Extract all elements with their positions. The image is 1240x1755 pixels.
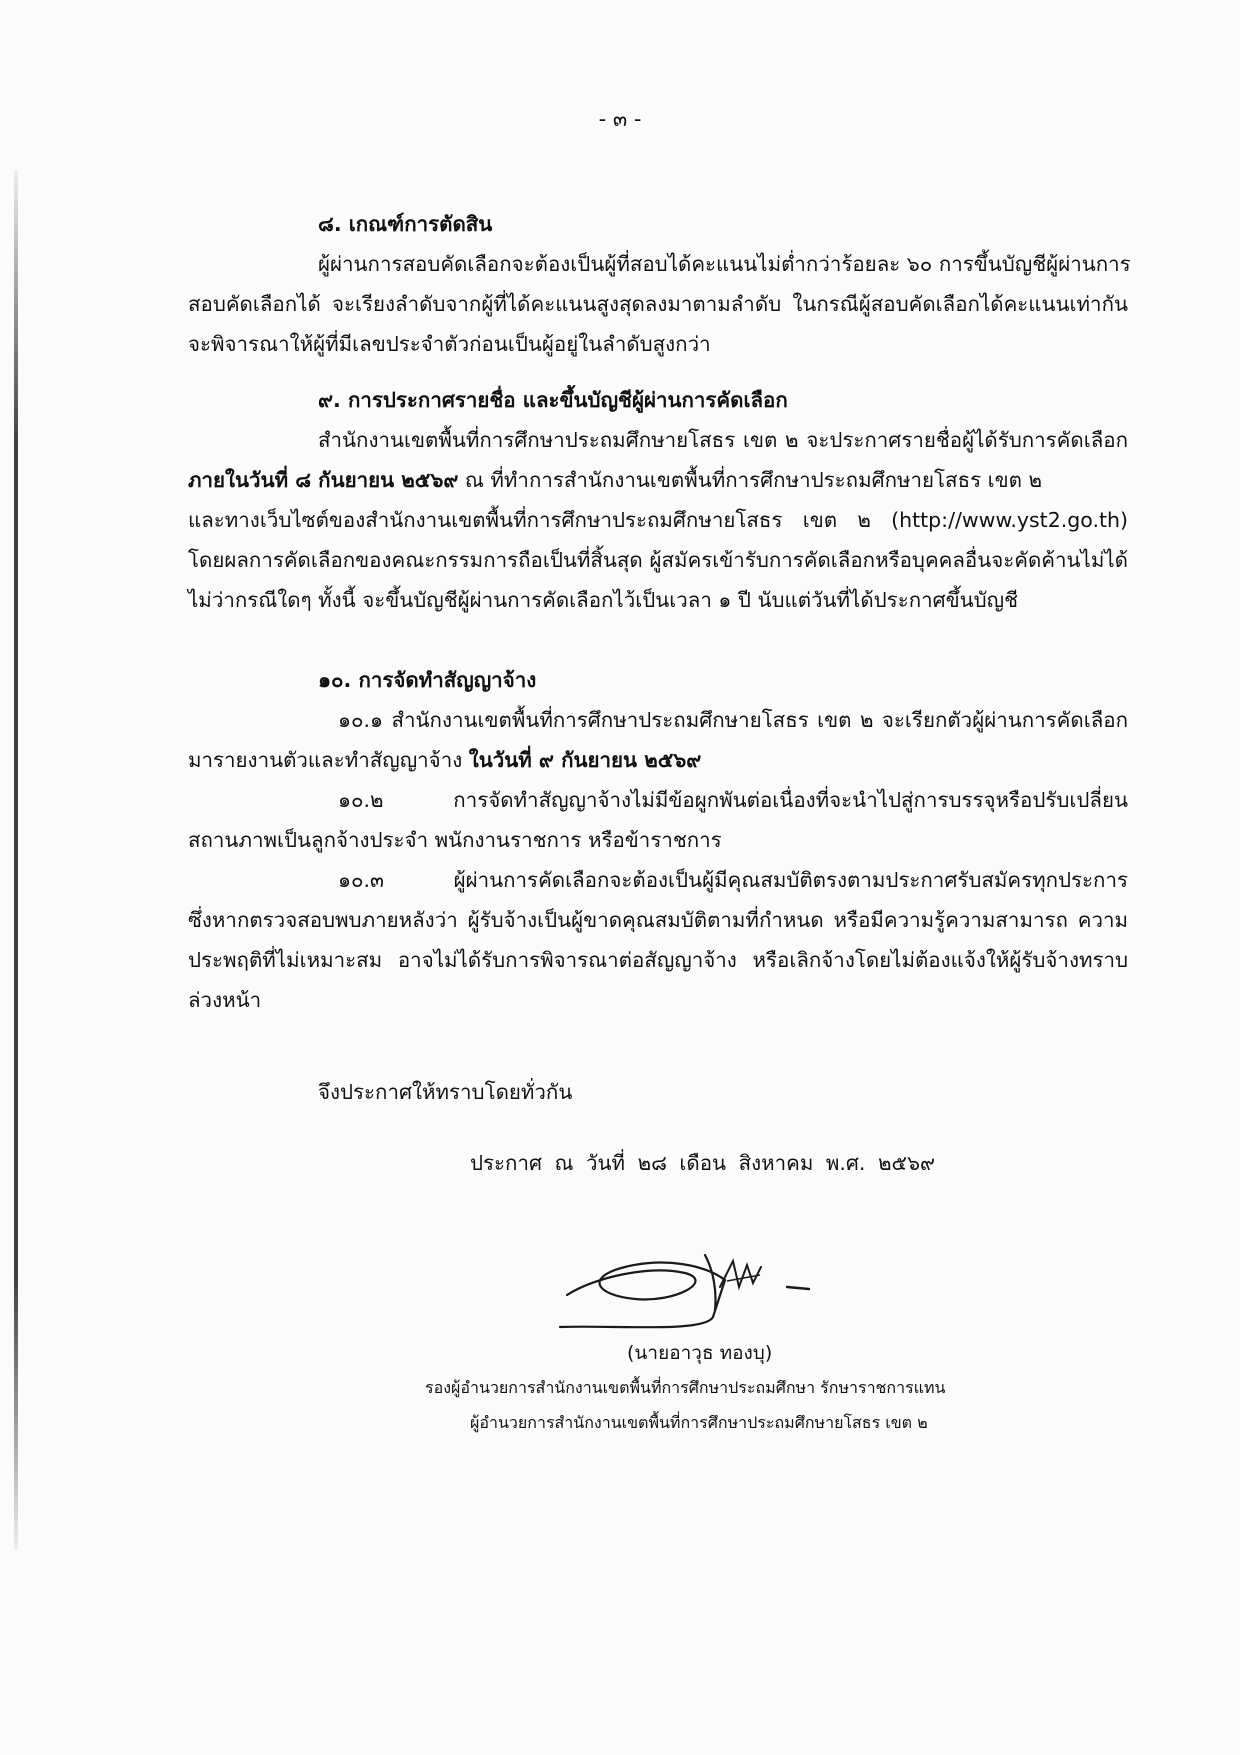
page-number: - ๓ - <box>598 107 642 131</box>
scan-binding-edge <box>14 170 18 1550</box>
signer-title-director: ผู้อำนวยการสำนักงานเขตพื้นที่การศึกษาประถมศึกษายโสธร เขต ๒ <box>470 1413 928 1432</box>
section-10-2-line-2: สถานภาพเป็นลูกจ้างประจำ พนักงานราชการ หรือข้าราชการ <box>188 828 722 852</box>
signer-name: (นายอาวุธ ทองบุ) <box>627 1342 773 1364</box>
section-10-3-line-1: ๑๐.๓ ผู้ผ่านการคัดเลือกจะต้องเป็นผู้มีคุณสมบัติตรงตามประกาศรับสมัครทุกประการ <box>338 868 1128 892</box>
handwritten-signature <box>555 1225 815 1345</box>
section-8 <box>188 204 1131 364</box>
section-9-line-1: สำนักงานเขตพื้นที่การศึกษาประถมศึกษายโสธร เขต ๒ จะประกาศรายชื่อผู้ได้รับการคัดเลือก <box>318 428 1128 452</box>
section-10-1-line-1: ๑๐.๑ สำนักงานเขตพื้นที่การศึกษาประถมศึกษายโสธร เขต ๒ จะเรียกตัวผู้ผ่านการคัดเลือก <box>338 708 1128 732</box>
section-9 <box>188 380 1128 620</box>
section-8-line-2: สอบคัดเลือกได้ จะเรียงลำดับจากผู้ที่ได้คะแนนสูงสุดลงมาตามลำดับ ในกรณีผู้สอบคัดเลือกได้คะแนนเท่ากัน <box>188 292 1128 316</box>
section-9-line-3: และทางเว็บไซต์ของสำนักงานเขตพื้นที่การศึกษาประถมศึกษายโสธร เขต ๒ (http://www.yst2.go.th) <box>188 508 1128 532</box>
signer-title-acting: รองผู้อำนวยการสำนักงานเขตพื้นที่การศึกษาประถมศึกษา รักษาราชการแทน <box>425 1378 946 1397</box>
announcement-date: ประกาศ ณ วันที่ ๒๘ เดือน สิงหาคม พ.ศ. ๒๕๖๙ <box>470 1151 936 1175</box>
section-10-3-line-3: ประพฤติที่ไม่เหมาะสม อาจไม่ได้รับการพิจารณาต่อสัญญาจ้าง หรือเลิกจ้างโดยไม่ต้องแจ้งให้ผู้รับจ้างทราบ <box>188 948 1128 972</box>
section-10-1-contract-date: ในวันที่ ๙ กันยายน ๒๕๖๙ <box>468 748 702 772</box>
section-9-line-2 <box>188 460 1128 500</box>
section-9-line-5: ไม่ว่ากรณีใดๆ ทั้งนี้ จะขึ้นบัญชีผู้ผ่านการคัดเลือกไว้เป็นเวลา ๑ ปี นับแต่วันที่ได้ประกาศขึ้นบัญชี <box>188 588 1019 612</box>
section-10-3-line-2: ซึ่งหากตรวจสอบพบภายหลังว่า ผู้รับจ้างเป็นผู้ขาดคุณสมบัติตามที่กำหนด หรือมีความรู้ความสามารถ ความ <box>188 908 1128 932</box>
section-8-line-3: จะพิจารณาให้ผู้ที่มีเลขประจำตัวก่อนเป็นผู้อยู่ในลำดับสูงกว่า <box>188 332 711 356</box>
section-10-1-line-2-text: มารายงานตัวและทำสัญญาจ้าง <box>188 748 469 772</box>
section-10-2-line-1: ๑๐.๒ การจัดทำสัญญาจ้างไม่มีข้อผูกพันต่อเนื่องที่จะนำไปสู่การบรรจุหรือปรับเปลี่ยน <box>338 788 1128 812</box>
section-10-heading: ๑๐. การจัดทำสัญญาจ้าง <box>318 668 537 692</box>
section-10 <box>188 660 1128 1020</box>
section-9-line-2-rest: ณ ที่ทำการสำนักงานเขตพื้นที่การศึกษาประถมศึกษายโสธร เขต ๒ <box>458 468 1042 492</box>
section-9-line-4: โดยผลการคัดเลือกของคณะกรรมการถือเป็นที่สิ้นสุด ผู้สมัครเข้ารับการคัดเลือกหรือบุคคลอื่นจะคัดค้านไม่ได้ <box>188 548 1128 572</box>
section-8-line-1: ผู้ผ่านการสอบคัดเลือกจะต้องเป็นผู้ที่สอบได้คะแนนไม่ต่ำกว่าร้อยละ ๖๐ การขึ้นบัญชีผู้ผ่านการ <box>318 252 1131 276</box>
section-10-3-line-4: ล่วงหน้า <box>188 988 262 1012</box>
section-9-heading: ๙. การประกาศรายชื่อ และขึ้นบัญชีผู้ผ่านการคัดเลือก <box>318 388 788 412</box>
section-10-1-line-2 <box>188 740 1128 780</box>
section-8-heading: ๘. เกณฑ์การตัดสิน <box>318 212 493 236</box>
closing-statement: จึงประกาศให้ทราบโดยทั่วกัน <box>318 1080 573 1104</box>
section-9-announce-date: ภายในวันที่ ๘ กันยายน ๒๕๖๙ <box>188 468 459 492</box>
